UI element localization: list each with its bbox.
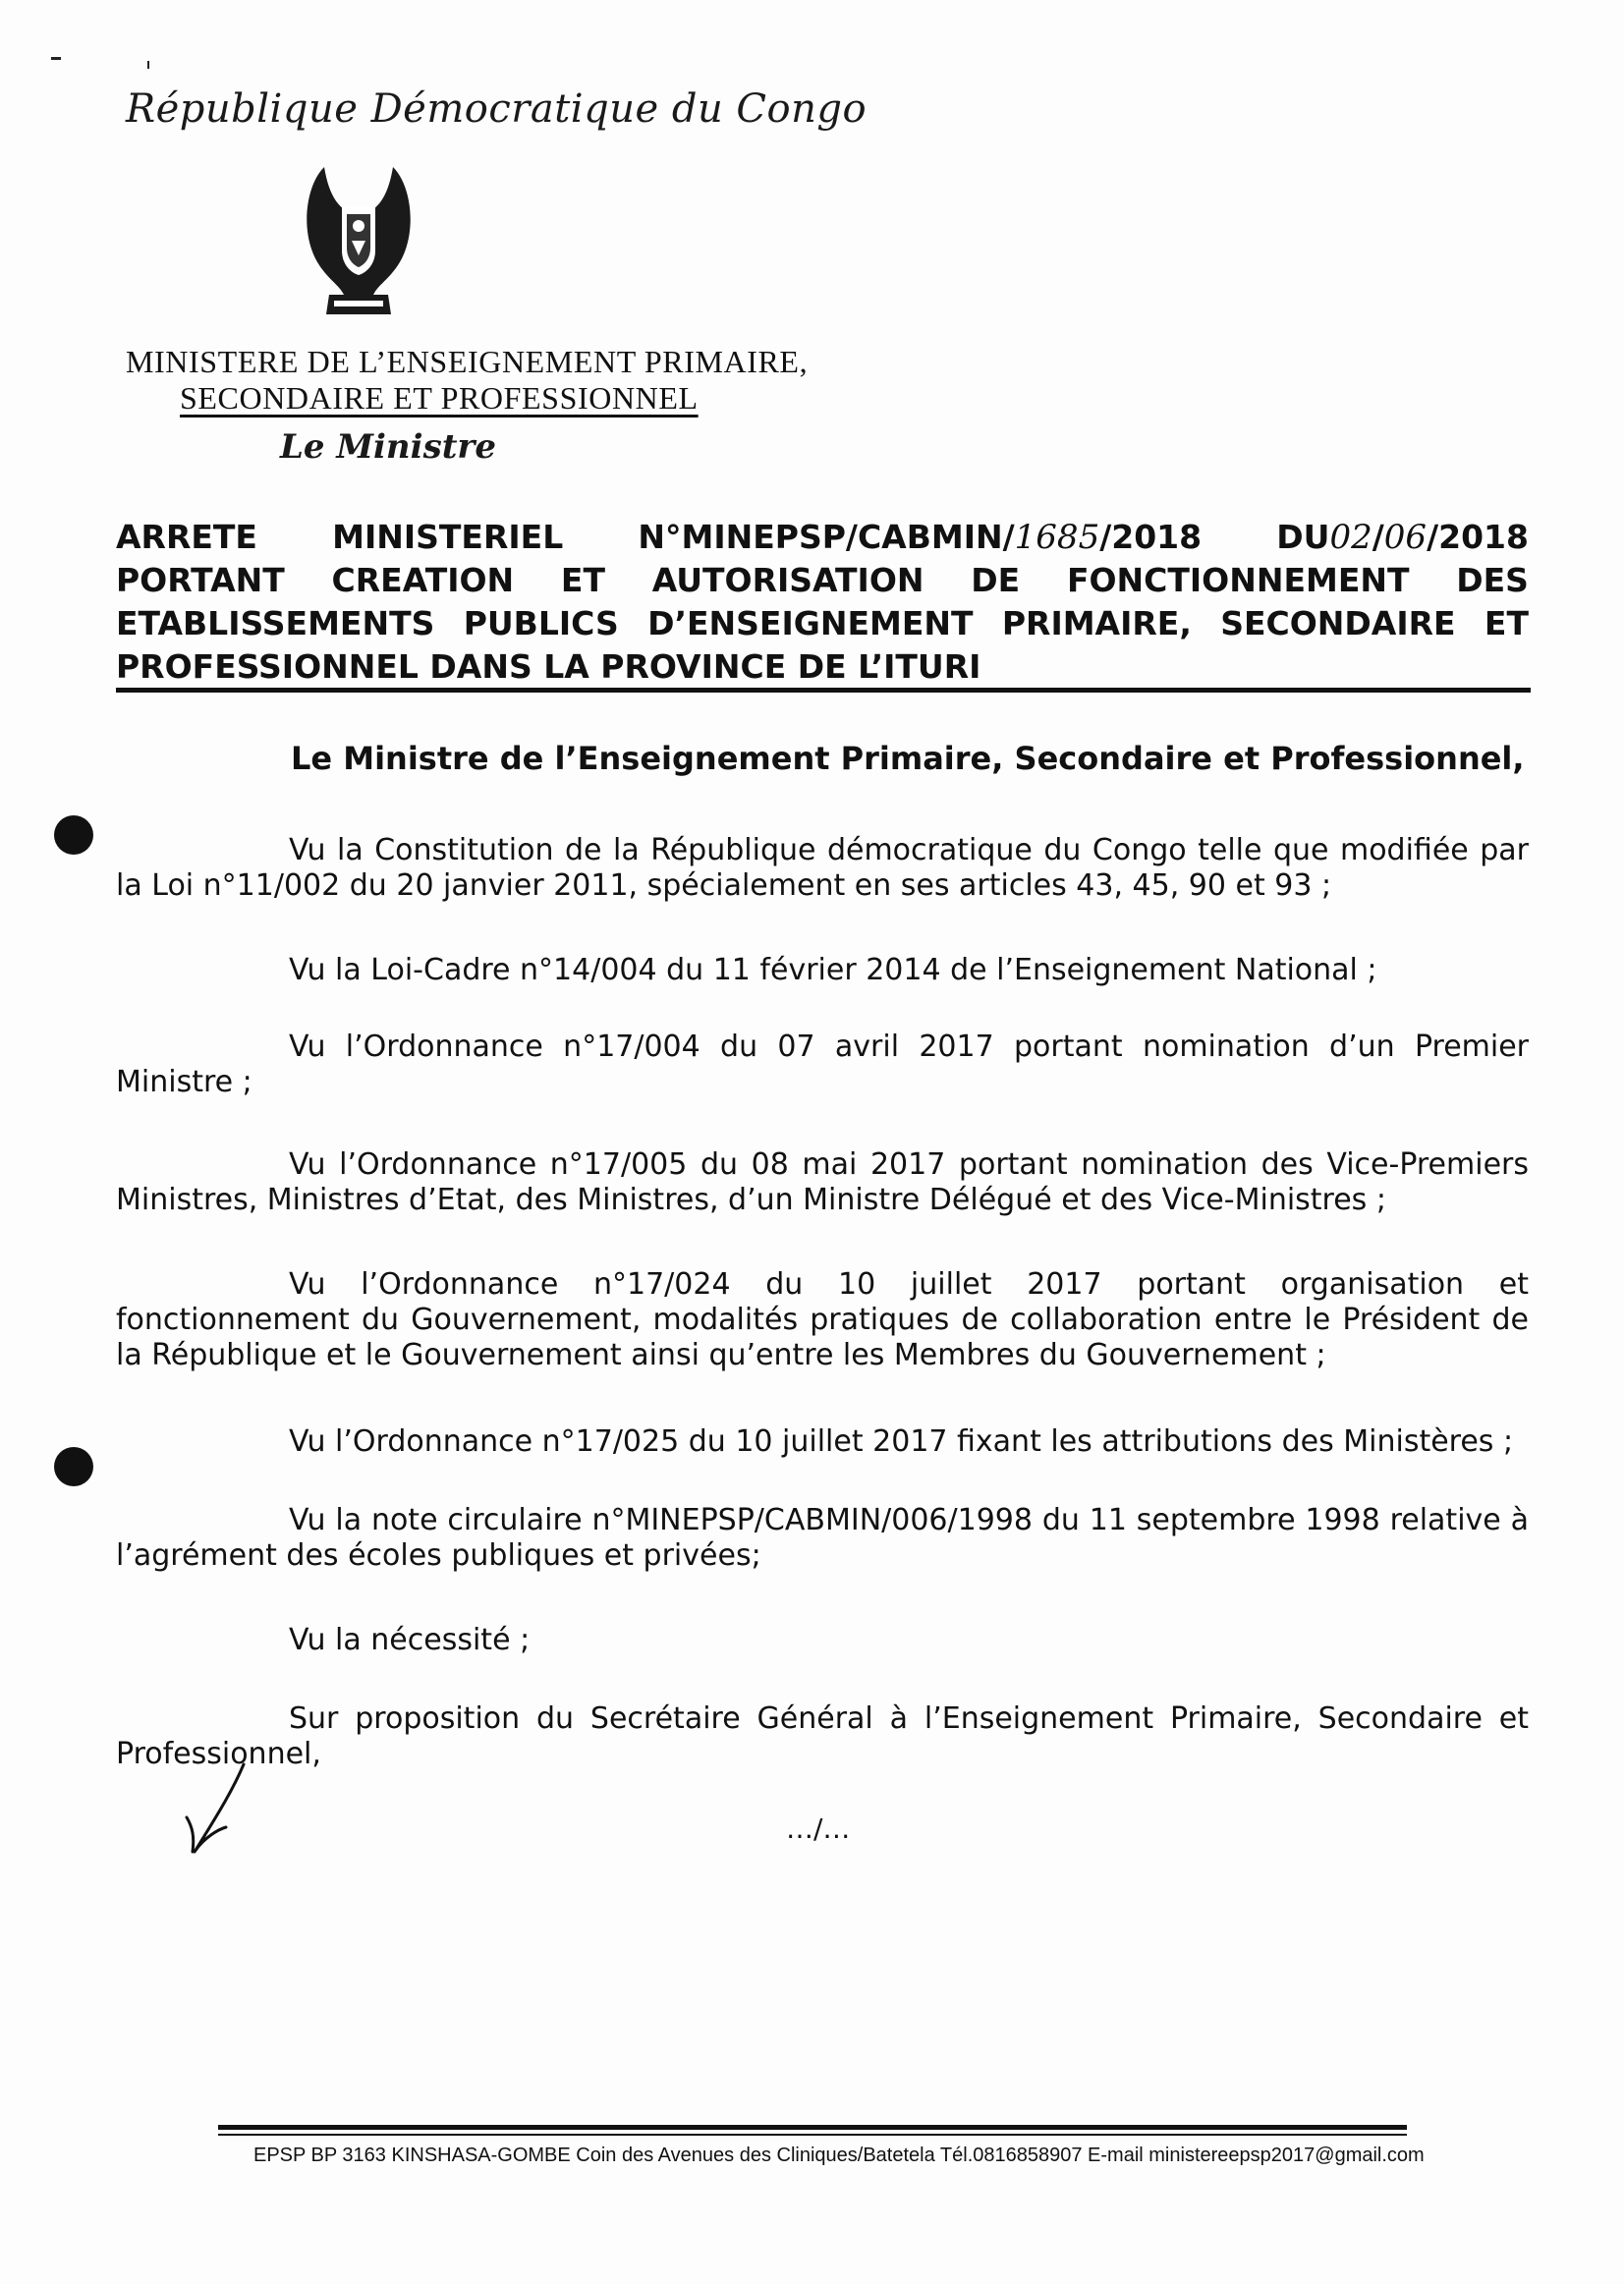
addressee-line: Le Ministre de l’Enseignement Primaire, Secondaire et Professionnel, <box>291 740 1525 777</box>
recital-paragraph: Vu la Loi-Cadre n°14/004 du 11 février 2014 de l’Enseignement National ; <box>289 953 1377 987</box>
recital-paragraph: Vu la nécessité ; <box>289 1623 531 1657</box>
title-word: DES <box>1456 561 1529 599</box>
title-word: DE <box>971 561 1021 599</box>
recital-paragraph: Vu la note circulaire n°MINEPSP/CABMIN/006/1998 du 11 septembre 1998 relative à l’agrément des écoles publiques et privées; <box>116 1503 1529 1573</box>
decree-date: DU02/06/2018 <box>1276 518 1529 557</box>
title-word: ETABLISSEMENTS <box>116 604 435 642</box>
recital-paragraph: Vu l’Ordonnance n°17/004 du 07 avril 2017 portant nomination d’un Premier Ministre ; <box>116 1030 1529 1099</box>
punch-hole-mark <box>54 1447 93 1486</box>
scan-mark <box>147 61 149 69</box>
handwritten-number: 1685 <box>1014 518 1100 557</box>
decree-number: N°MINEPSP/CABMIN/1685/2018 <box>638 518 1203 557</box>
continuation-marker: …/… <box>786 1812 851 1845</box>
recital-paragraph: Vu l’Ordonnance n°17/005 du 08 mai 2017 portant nomination des Vice-Premiers Ministres, Ministres d’Etat, des Ministres, d’un Ministre Délégué et des Vice-Ministres ; <box>116 1147 1529 1217</box>
recital-paragraph: Sur proposition du Secrétaire Général à l’Enseignement Primaire, Secondaire et Professionnel, <box>116 1701 1529 1771</box>
title-divider <box>116 688 1531 693</box>
title-word: PRIMAIRE, <box>1001 604 1192 642</box>
punch-hole-mark <box>54 815 93 855</box>
title-word: FONCTIONNEMENT <box>1066 561 1410 599</box>
title-word: ARRETE <box>116 518 257 556</box>
title-row-1 <box>116 516 1529 559</box>
ministry-name-line2: SECONDAIRE ET PROFESSIONNEL <box>180 380 699 416</box>
title-word: PROFESSIONNEL DANS LA PROVINCE DE L’ITURI <box>116 647 981 686</box>
initials-signature <box>165 1758 273 1866</box>
republic-heading: République Démocratique du Congo <box>126 86 868 132</box>
le-ministre-heading: Le Ministre <box>280 427 496 467</box>
title-row-4 <box>116 645 1529 689</box>
title-word: PUBLICS <box>463 604 619 642</box>
title-word: AUTORISATION <box>651 561 924 599</box>
title-word: CREATION <box>331 561 515 599</box>
title-word: ET <box>560 561 605 599</box>
title-row-2 <box>116 559 1529 602</box>
scan-mark <box>51 57 61 60</box>
title-row-3 <box>116 602 1529 645</box>
recital-paragraph: Vu la Constitution de la République démocratique du Congo telle que modifiée par la Loi n°11/002 du 20 janvier 2011, spécialement en ses articles 43, 45, 90 et 93 ; <box>116 833 1529 903</box>
title-word: MINISTERIEL <box>332 518 564 556</box>
footer-divider-thin <box>218 2134 1407 2136</box>
title-word: D’ENSEIGNEMENT <box>647 604 974 642</box>
title-word: PORTANT <box>116 561 285 599</box>
decree-title <box>116 516 1529 689</box>
ministry-name-line1: MINISTERE DE L’ENSEIGNEMENT PRIMAIRE, <box>126 344 809 379</box>
footer-divider <box>218 2125 1407 2130</box>
coat-of-arms-emblem <box>295 157 422 334</box>
title-word: ET <box>1484 604 1529 642</box>
handwritten-day: 02 <box>1329 518 1372 557</box>
handwritten-month: 06 <box>1383 518 1428 557</box>
title-word: SECONDAIRE <box>1220 604 1456 642</box>
footer-contact: EPSP BP 3163 KINSHASA-GOMBE Coin des Avenues des Cliniques/Batetela Tél.0816858907 E-mail ministereepsp2017@gmail.com <box>253 2145 1425 2166</box>
recital-paragraph: Vu l’Ordonnance n°17/024 du 10 juillet 2017 portant organisation et fonctionnement du Gouvernement, modalités pratiques de collaboration entre le Président de la République et le Gouvernement ainsi qu’entre les Membres du Gouvernement ; <box>116 1267 1529 1372</box>
recital-paragraph: Vu l’Ordonnance n°17/025 du 10 juillet 2017 fixant les attributions des Ministères ; <box>289 1424 1514 1459</box>
